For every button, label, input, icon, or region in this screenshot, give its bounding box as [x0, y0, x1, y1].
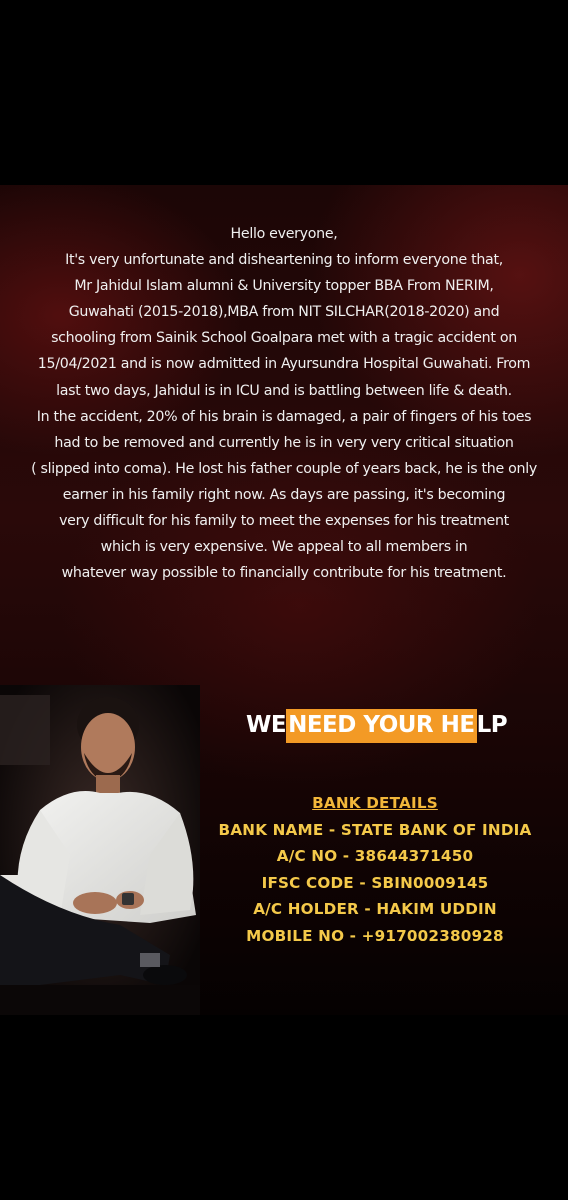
account-number: A/C NO - 38644371450	[276, 847, 474, 865]
appeal-message	[0, 221, 568, 586]
help-text-part: LP	[476, 712, 508, 738]
person-photo	[0, 685, 200, 1015]
appeal-poster	[0, 185, 568, 1015]
account-holder: A/C HOLDER - HAKIM UDDIN	[253, 900, 497, 918]
bank-name: BANK NAME - STATE BANK OF INDIA	[218, 820, 532, 839]
message-line: very difficult for his family to meet the expenses for his treatment	[59, 513, 509, 530]
message-line: last two days, Jahidul is in ICU and is battling between life & death.	[56, 382, 512, 399]
message-line: earner in his family right now. As days are passing, it's becoming	[62, 486, 506, 503]
mobile-number: MOBILE NO - +917002380928	[246, 926, 504, 945]
we-need-your-help-banner	[246, 706, 507, 746]
message-line: had to be removed and currently he is in very very critical situation	[54, 434, 514, 451]
message-line: whatever way possible to financially contribute for his treatment.	[61, 565, 507, 582]
bank-details-title: BANK DETAILS	[312, 794, 438, 812]
message-line: It's very unfortunate and disheartening to inform everyone that,	[65, 252, 503, 269]
message-line: In the accident, 20% of his brain is damaged, a pair of fingers of his toes	[36, 408, 532, 425]
message-line: ( slipped into coma). He lost his father couple of years back, he is the only	[31, 460, 537, 477]
bank-details	[180, 790, 568, 949]
message-line: Guwahati (2015-2018),MBA from NIT SILCHAR(2018-2020) and	[68, 304, 500, 321]
message-line: 15/04/2021 and is now admitted in Ayursundra Hospital Guwahati. From	[37, 356, 531, 373]
message-line: Mr Jahidul Islam alumni & University topper BBA From NERIM,	[74, 278, 494, 295]
message-line: Hello everyone,	[230, 226, 338, 242]
message-line: schooling from Sainik School Goalpara met with a tragic accident on	[51, 330, 517, 347]
help-text-part: WE	[246, 712, 287, 738]
ifsc-code: IFSC CODE - SBIN0009145	[261, 873, 489, 892]
message-line: which is very expensive. We appeal to all members in	[100, 539, 468, 556]
help-highlight: NEED YOUR HE	[286, 709, 477, 743]
